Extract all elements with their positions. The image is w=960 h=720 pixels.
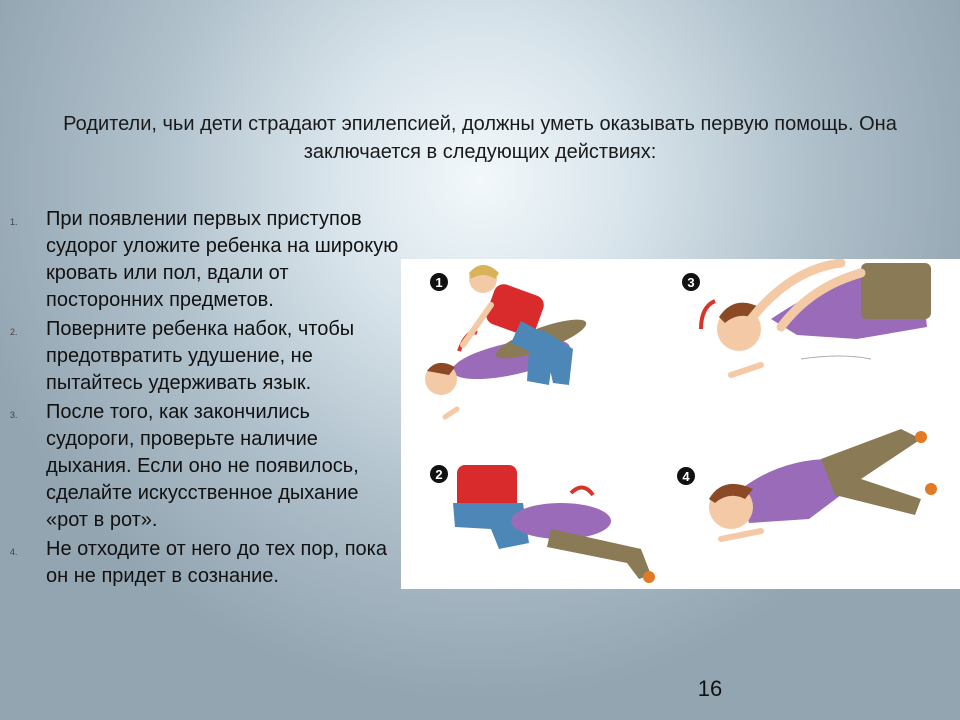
child-legs-shape [547, 529, 651, 579]
slide-title: Родители, чьи дети страдают эпилепсией, должны уметь оказывать первую помощь. Она заключается в следующих действиях: [63, 113, 897, 163]
step-text: После того, как закончились судороги, проверьте наличие дыхания. Если оно не появилось, сделайте искусственное дыхание «рот в рот». [46, 401, 359, 531]
step-text: При появлении первых приступов судорог уложите ребенка на широкую кровать или пол, вдали от посторонних предметов. [46, 208, 399, 311]
step-text: Поверните ребенка набок, чтобы предотвратить удушение, не пытайтесь удерживать язык. [46, 318, 355, 394]
panel-4-badge-label: 4 [682, 469, 690, 484]
panel-3-badge-label: 3 [687, 275, 695, 290]
list-item [6, 536, 401, 590]
panel-1-badge-label: 1 [435, 275, 443, 290]
panel-2-illustration [430, 465, 655, 583]
child-pants-shape [861, 263, 931, 319]
child-shoe-shape [915, 431, 927, 443]
child-legs-shape [821, 429, 921, 515]
first-aid-steps-list [6, 206, 401, 592]
panel-2-badge-label: 2 [435, 467, 443, 482]
list-item [6, 206, 401, 314]
child-shoe-shape [925, 483, 937, 495]
floor-line [801, 356, 871, 359]
child-arm-shape [445, 409, 457, 417]
page-number: 16 [697, 676, 723, 701]
panel-4-illustration [677, 429, 937, 539]
illustration-svg [401, 259, 960, 589]
child-shoe-shape [643, 571, 655, 583]
rotation-arrow [701, 301, 715, 329]
panel-1-illustration [425, 265, 590, 417]
step-text: Не отходите от него до тех пор, пока он не придет в сознание. [46, 538, 387, 587]
helper-arm-shape [463, 305, 491, 345]
rotation-arrow [571, 487, 593, 495]
step-number: 4. [10, 547, 18, 557]
list-item [6, 316, 401, 397]
step-number: 2. [10, 327, 18, 337]
step-number: 1. [10, 217, 18, 227]
list-item [6, 399, 401, 534]
child-arm-shape [731, 365, 761, 375]
panel-3-illustration [682, 263, 931, 375]
child-arm-shape [721, 531, 761, 539]
first-aid-illustration [401, 259, 960, 589]
step-number: 3. [10, 410, 18, 420]
